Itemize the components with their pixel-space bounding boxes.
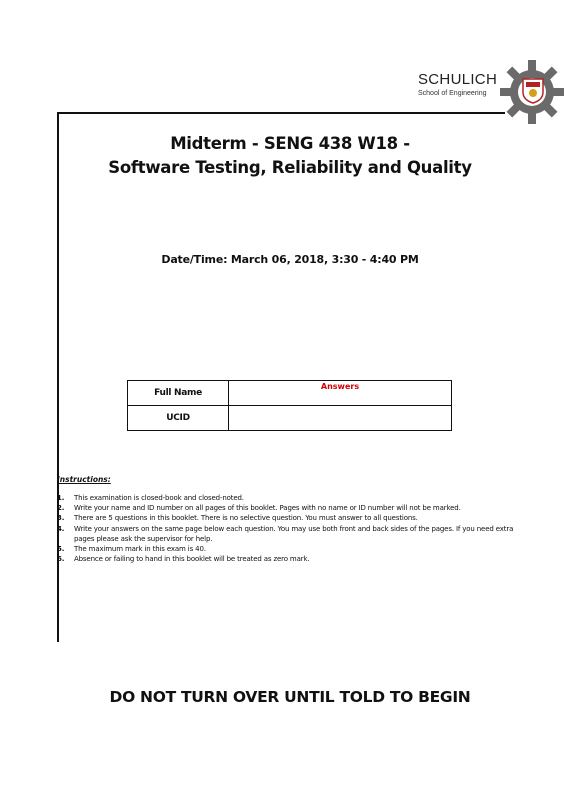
- item-number: 2.: [57, 504, 65, 513]
- table-row: [128, 381, 452, 406]
- logo-text: [418, 72, 497, 97]
- do-not-turn-warning: DO NOT TURN OVER UNTIL TOLD TO BEGIN: [109, 688, 471, 706]
- exam-title: [60, 132, 520, 180]
- schulich-logo: [412, 60, 562, 126]
- list-item: [57, 524, 527, 544]
- item-number: 6.: [57, 555, 65, 564]
- frame-top-rule: [57, 112, 505, 114]
- list-item: [57, 544, 527, 554]
- table-row: [128, 406, 452, 431]
- item-number: 5.: [57, 545, 65, 554]
- full-name-value[interactable]: [229, 381, 452, 406]
- logo-title: SCHULICH: [418, 71, 498, 88]
- item-number: 3.: [57, 514, 65, 523]
- ucid-value[interactable]: [229, 406, 452, 431]
- list-item: [57, 503, 527, 513]
- instructions-list: [57, 493, 527, 564]
- item-number: 1.: [57, 494, 65, 502]
- item-text: There are 5 questions in this booklet. There is no selective question. You must answer to all questions.: [74, 514, 418, 523]
- ucid-label: UCID: [128, 406, 229, 431]
- full-name-label: Full Name: [128, 381, 229, 406]
- crest-icon: [522, 78, 544, 104]
- list-item: [57, 554, 527, 564]
- answers-text: Answers: [320, 382, 360, 391]
- student-info-table: [127, 380, 452, 431]
- item-text: Write your answers on the same page below each question. You may use both front and back sides of the pages. If you need extra pages please ask the supervisor for help.: [74, 524, 514, 543]
- list-item: [57, 493, 527, 503]
- exam-date: Date/Time: March 06, 2018, 3:30 - 4:40 PM: [161, 253, 419, 266]
- instructions-heading: Instructions:: [57, 475, 111, 484]
- item-number: 4.: [57, 524, 65, 533]
- list-item: [57, 513, 527, 523]
- item-text: This examination is closed-book and closed-noted.: [74, 494, 244, 502]
- item-text: The maximum mark in this exam is 40.: [74, 545, 206, 554]
- exam-title-line2: Software Testing, Reliability and Quality: [108, 158, 472, 177]
- item-text: Write your name and ID number on all pages of this booklet. Pages with no name or ID number will not be marked.: [74, 504, 461, 513]
- logo-subtitle: School of Engineering: [418, 90, 487, 97]
- item-text: Absence or failing to hand in this booklet will be treated as zero mark.: [74, 555, 310, 564]
- exam-title-line1: Midterm - SENG 438 W18 -: [170, 134, 410, 153]
